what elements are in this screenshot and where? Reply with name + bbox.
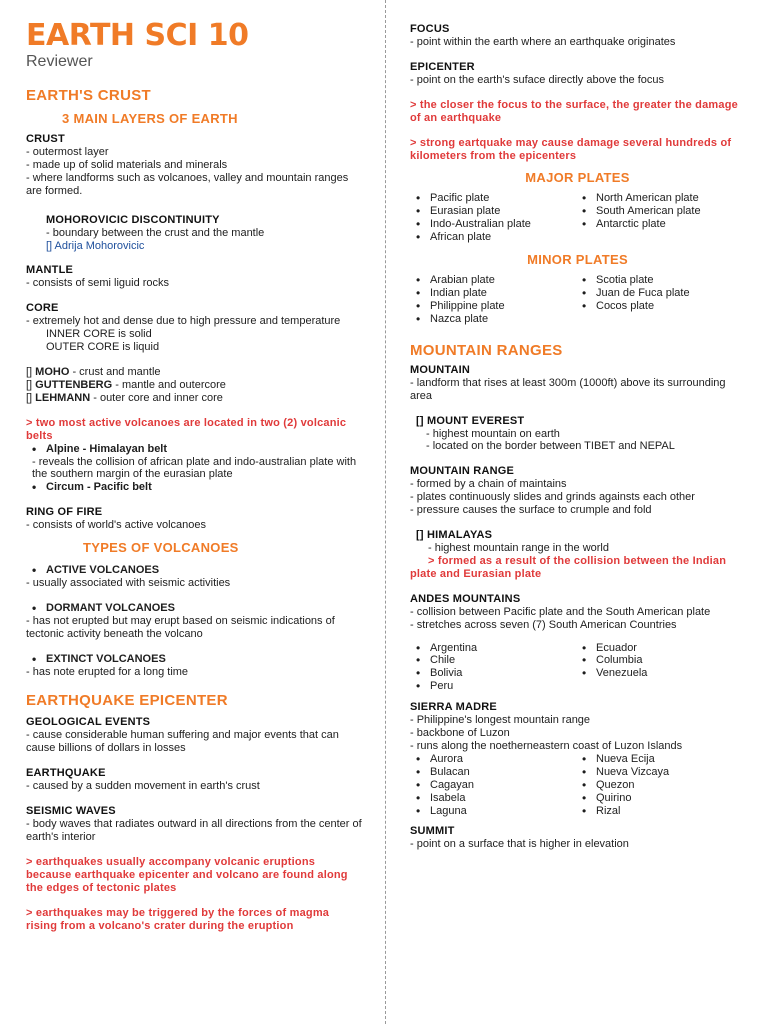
list-item: • South American plate	[576, 205, 742, 218]
mountain-range-heading: MOUNTAIN RANGE	[410, 465, 515, 478]
volcano-type-list	[26, 564, 362, 577]
crust-line: - outermost layer	[26, 146, 109, 158]
list-item: • Laguna	[410, 805, 576, 818]
list-item: • Alpine - Himalayan belt	[26, 443, 362, 456]
volcanic-belts-note: > two most active volcanoes are located in two (2) volcanic belts	[26, 416, 347, 442]
list-item: • DORMANT VOLCANOES	[26, 602, 362, 615]
earthquake-line: - caused by a sudden movement in earth's crust	[26, 780, 260, 793]
list-item: • ACTIVE VOLCANOES	[26, 564, 362, 577]
core-heading: CORE	[26, 302, 59, 315]
belts-list	[26, 443, 362, 456]
focus-line: - point within the earth where an earthquake originates	[410, 36, 676, 48]
ring-of-fire-heading: RING OF FIRE	[26, 506, 103, 519]
everest-line: - located on the border between TIBET and NEPAL	[426, 440, 675, 453]
column-divider	[385, 0, 386, 1024]
major-plates-list	[410, 192, 745, 244]
andes-line: - collision between Pacific plate and the South American plate	[410, 605, 711, 618]
list-item: • Peru	[410, 680, 576, 693]
epicenter-line: - point on the earth's suface directly above the focus	[410, 73, 665, 86]
list-item: • Indo-Australian plate	[410, 218, 576, 231]
moho-line: - boundary between the crust and the mantle	[46, 226, 265, 239]
right-column	[410, 23, 745, 851]
document-subtitle: Reviewer	[26, 53, 93, 70]
outer-core-line: OUTER CORE is liquid	[46, 341, 160, 354]
everest-heading: [] MOUNT EVEREST	[416, 414, 525, 427]
list-item: • Arabian plate	[410, 274, 576, 287]
list-item: • Bolivia	[410, 667, 576, 680]
epicenter-heading: EPICENTER	[410, 60, 475, 73]
boundary-item: [] LEHMANN - outer core and inner core	[26, 391, 223, 404]
list-item: • Rizal	[576, 805, 742, 818]
focus-heading: FOCUS	[410, 23, 450, 35]
list-item: • Quezon	[576, 779, 742, 792]
list-item: • Quirino	[576, 792, 742, 805]
crust-line: - where landforms such as volcanoes, valley and mountain ranges are formed.	[26, 171, 349, 197]
inner-core-line: INNER CORE is solid	[46, 328, 152, 341]
mantle-heading: MANTLE	[26, 264, 74, 277]
list-item: • Chile	[410, 654, 576, 667]
moho-credit: [] Adrija Mohorovicic	[46, 239, 145, 252]
list-item: • Scotia plate	[576, 274, 742, 287]
list-item: • Circum - Pacific belt	[26, 481, 362, 494]
sierra-madre-line: - backbone of Luzon	[410, 727, 510, 740]
list-item: • Columbia	[576, 654, 742, 667]
sierra-col1	[410, 753, 576, 818]
seismic-waves-line: - body waves that radiates outward in all directions from the center of earth's interior	[26, 818, 362, 844]
sierra-madre-line: - runs along the noetherneastern coast of Luzon Islands	[410, 740, 683, 752]
himalayas-note: > formed as a result of the collision between the Indian plate and Eurasian plate	[410, 554, 727, 580]
crust-heading: CRUST	[26, 133, 65, 145]
seismic-waves-heading: SEISMIC WAVES	[26, 805, 116, 818]
subheading-major-plates: MAJOR PLATES	[525, 170, 630, 186]
moho-heading: MOHOROVICIC DISCONTINUITY	[46, 213, 220, 226]
list-item: • Nueva Vizcaya	[576, 766, 742, 779]
sierra-col2	[576, 753, 742, 818]
mountain-range-line: - plates continuously slides and grinds againsts each other	[410, 491, 695, 504]
list-item: • Ecuador	[576, 642, 742, 655]
minor-plates-col1	[410, 274, 576, 326]
volcano-type-list	[26, 602, 362, 615]
mountain-line: - landform that rises at least 300m (1000ft) above its surrounding area	[410, 376, 726, 402]
section-heading-earths-crust: EARTH'S CRUST	[26, 87, 151, 104]
andes-heading: ANDES MOUNTAINS	[410, 592, 521, 605]
list-item: • Eurasian plate	[410, 205, 576, 218]
list-item: • EXTINCT VOLCANOES	[26, 653, 362, 666]
everest-line: - highest mountain on earth	[426, 427, 560, 440]
ring-of-fire-line: - consists of world's active volcanoes	[26, 519, 207, 532]
earthquake-note: > earthquakes usually accompany volcanic eruptions because earthquake epicenter and volcano are found along the edges of tectonic plates	[26, 856, 348, 894]
volcano-type-list	[26, 653, 362, 666]
section-heading-mountain-ranges: MOUNTAIN RANGES	[410, 341, 563, 359]
focus-note: > the closer the focus to the surface, the greater the damage of an earthquake	[410, 98, 738, 124]
sierra-madre-line: - Philippine's longest mountain range	[410, 714, 591, 727]
sierra-madre-heading: SIERRA MADRE	[410, 701, 497, 714]
mountain-range-line: - pressure causes the surface to crumple and fold	[410, 504, 652, 517]
andes-countries-list	[410, 642, 745, 694]
andes-col1	[410, 642, 576, 694]
boundary-item: [] MOHO - crust and mantle	[26, 366, 161, 379]
andes-line: - stretches across seven (7) South American Countries	[410, 618, 677, 631]
list-item: • Nazca plate	[410, 313, 576, 326]
section-heading-earthquake-epicenter: EARTHQUAKE EPICENTER	[26, 692, 228, 710]
geological-events-line: - cause considerable human suffering and major events that can cause billions of dollars in losses	[26, 729, 339, 755]
list-item: • Aurora	[410, 753, 576, 766]
alpine-description: - reveals the collision of african plate and indo-australian plate with the southern margin of the eurasian plate	[32, 455, 357, 481]
summit-heading: SUMMIT	[410, 825, 455, 838]
list-item: • Pacific plate	[410, 192, 576, 205]
earthquake-note: > earthquakes may be triggered by the forces of magma rising from a volcano's crater during the eruption	[26, 906, 330, 932]
mountain-heading: MOUNTAIN	[410, 363, 471, 376]
list-item: • North American plate	[576, 192, 742, 205]
document-title: EARTH SCI 10	[26, 18, 249, 53]
list-item: • Juan de Fuca plate	[576, 287, 742, 300]
subheading-minor-plates: MINOR PLATES	[527, 252, 628, 268]
list-item: • Cocos plate	[576, 300, 742, 313]
minor-plates-list	[410, 274, 745, 326]
belts-list	[26, 481, 362, 494]
active-volcano-line: - usually associated with seismic activities	[26, 577, 231, 590]
list-item: • Venezuela	[576, 667, 742, 680]
subheading-main-layers: 3 MAIN LAYERS OF EARTH	[62, 111, 238, 126]
geological-events-heading: GEOLOGICAL EVENTS	[26, 716, 151, 729]
left-column	[26, 0, 362, 933]
dormant-volcano-line: - has not erupted but may erupt based on seismic indications of tectonic activity beneath the volcano	[26, 614, 335, 640]
boundary-item: [] GUTTENBERG - mantle and outercore	[26, 378, 226, 391]
andes-col2	[576, 642, 742, 694]
list-item: • Bulacan	[410, 766, 576, 779]
list-item: • Philippine plate	[410, 300, 576, 313]
subheading-types-of-volcanoes: TYPES OF VOLCANOES	[83, 540, 239, 556]
himalayas-line: - highest mountain range in the world	[428, 542, 609, 555]
focus-note: > strong eartquake may cause damage several hundreds of kilometers from the epicenters	[410, 136, 732, 162]
list-item: • Nueva Ecija	[576, 753, 742, 766]
crust-line: - made up of solid materials and minerals	[26, 158, 228, 171]
list-item: • Isabela	[410, 792, 576, 805]
minor-plates-col2	[576, 274, 742, 326]
sierra-provinces-list	[410, 753, 745, 818]
list-item: • Cagayan	[410, 779, 576, 792]
major-plates-col1	[410, 192, 576, 244]
mountain-range-line: - formed by a chain of maintains	[410, 478, 567, 491]
list-item: • Indian plate	[410, 287, 576, 300]
extinct-volcano-line: - has note erupted for a long time	[26, 665, 189, 678]
mantle-line: - consists of semi liguid rocks	[26, 277, 170, 290]
major-plates-col2	[576, 192, 742, 244]
himalayas-heading: [] HIMALAYAS	[416, 529, 493, 542]
summit-line: - point on a surface that is higher in elevation	[410, 838, 629, 851]
earthquake-heading: EARTHQUAKE	[26, 767, 106, 780]
list-item: • Antarctic plate	[576, 218, 742, 231]
list-item: • Argentina	[410, 642, 576, 655]
list-item: • African plate	[410, 231, 576, 244]
core-line: - extremely hot and dense due to high pressure and temperature	[26, 315, 341, 328]
